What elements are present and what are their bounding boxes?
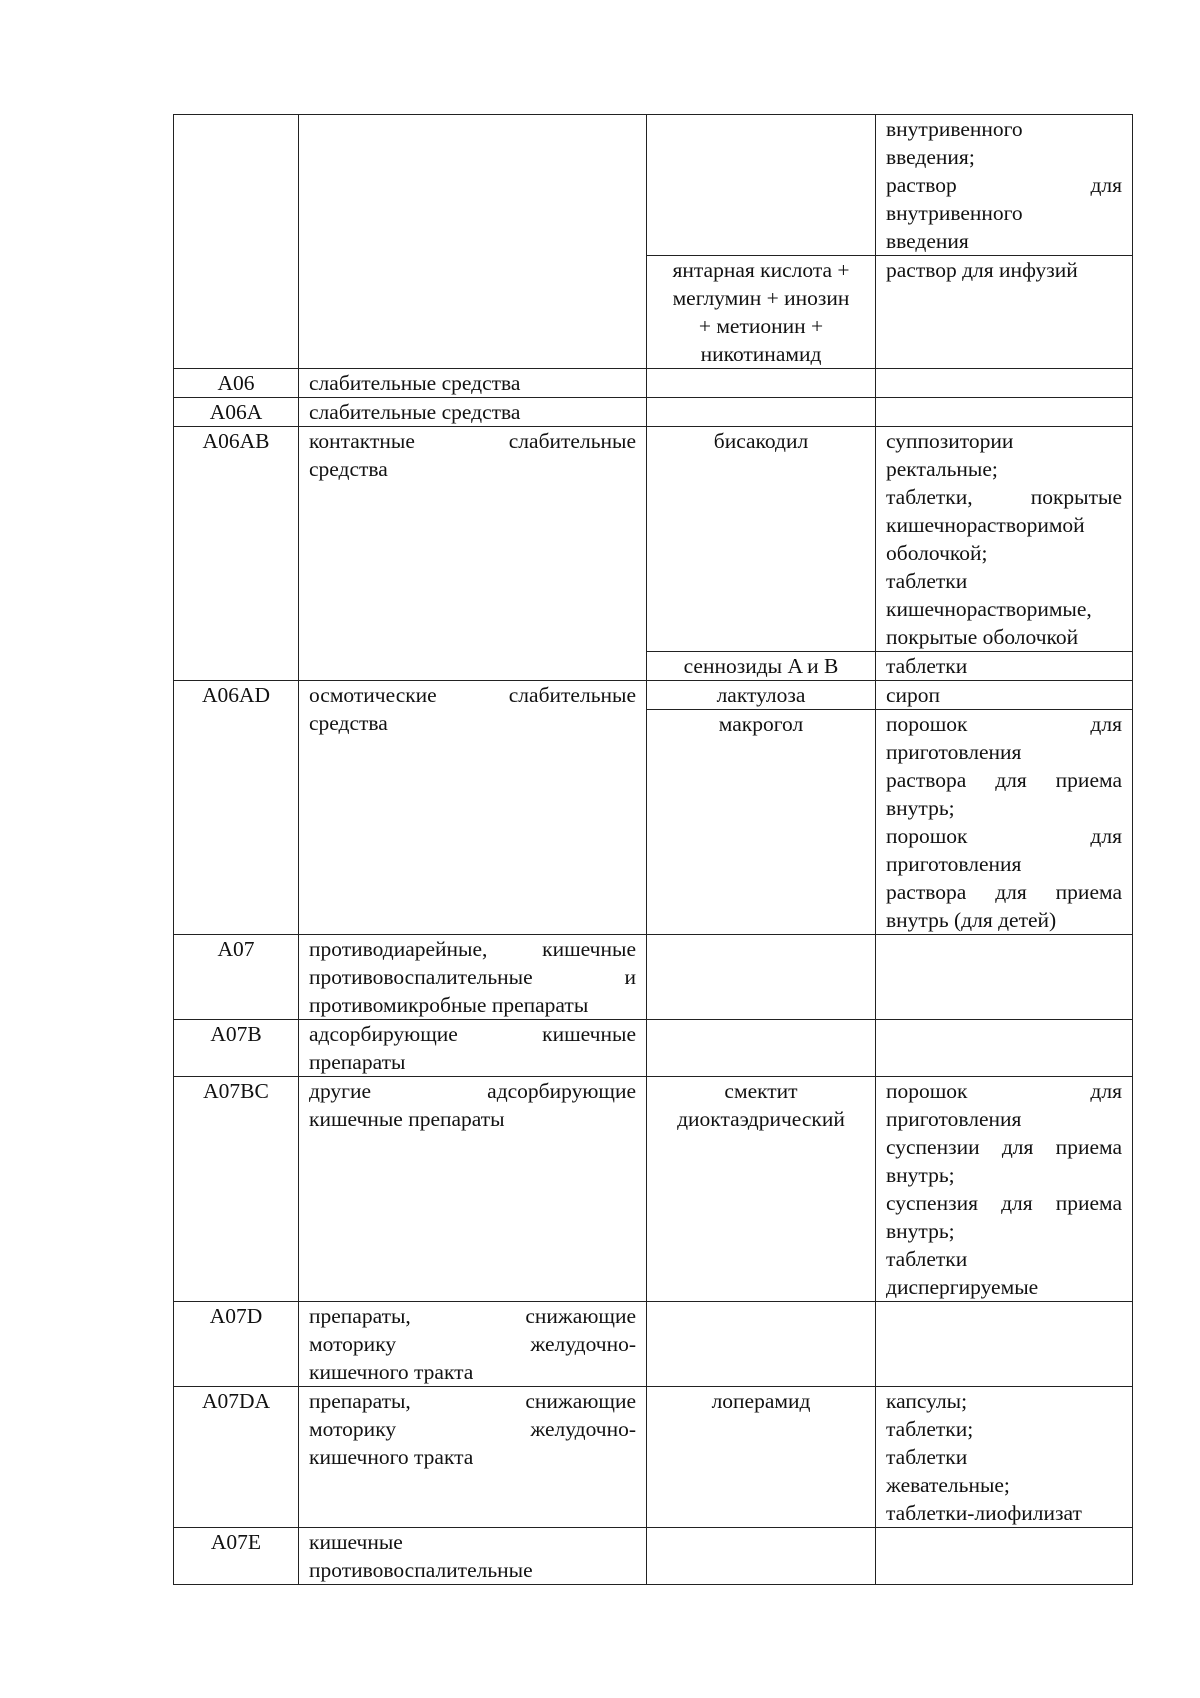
dosage-form-line: внутривенного xyxy=(886,201,1023,225)
group-name-cell xyxy=(299,1302,647,1387)
group-name-line: осмотические слабительные xyxy=(309,683,636,707)
dosage-form-line: покрытые оболочкой xyxy=(886,625,1079,649)
drug-name-cell xyxy=(647,710,876,935)
group-name-cell xyxy=(299,115,647,369)
group-name-line: кишечного тракта xyxy=(309,1445,474,1469)
group-name-line: кишечные препараты xyxy=(309,1107,505,1131)
table-row xyxy=(174,369,1133,398)
drug-name-cell xyxy=(647,256,876,369)
table-row xyxy=(174,1387,1133,1528)
drug-name-line: лоперамид xyxy=(711,1389,811,1413)
dosage-form-line: раствор для инфузий xyxy=(886,258,1078,282)
dosage-form-cell xyxy=(876,710,1133,935)
dosage-form-line: внутривенного xyxy=(886,117,1023,141)
group-name-line: слабительные средства xyxy=(309,371,521,395)
group-name-line: противовоспалительные и xyxy=(309,965,636,989)
group-name-cell xyxy=(299,369,647,398)
atc-code-cell: A06 xyxy=(174,369,299,398)
drug-classification-table xyxy=(173,114,1133,1585)
drug-name-cell xyxy=(647,1020,876,1077)
group-name-cell xyxy=(299,398,647,427)
drug-name-cell xyxy=(647,652,876,681)
dosage-form-cell xyxy=(876,1387,1133,1528)
atc-code-cell: A06A xyxy=(174,398,299,427)
group-name-line: противовоспалительные xyxy=(309,1558,533,1582)
dosage-form-line: кишечнорастворимой xyxy=(886,513,1085,537)
drug-name-line: макрогол xyxy=(718,712,804,736)
group-name-line: контактные слабительные xyxy=(309,429,636,453)
dosage-form-line: порошок для xyxy=(886,824,1122,848)
table-row xyxy=(174,935,1133,1020)
atc-code-cell: A07D xyxy=(174,1302,299,1387)
group-name-line: адсорбирующие кишечные xyxy=(309,1022,636,1046)
dosage-form-line: внутрь (для детей) xyxy=(886,908,1057,932)
table-body xyxy=(174,115,1133,1585)
table-row xyxy=(174,115,1133,256)
drug-name-line: смектит xyxy=(724,1079,798,1103)
table-row xyxy=(174,1020,1133,1077)
dosage-form-line: приготовления xyxy=(886,740,1022,764)
dosage-form-line: порошок для xyxy=(886,712,1122,736)
dosage-form-cell xyxy=(876,369,1133,398)
table-row xyxy=(174,427,1133,652)
dosage-form-line: внутрь; xyxy=(886,1163,955,1187)
drug-name-cell xyxy=(647,1302,876,1387)
dosage-form-line: суппозитории xyxy=(886,429,1014,453)
atc-code-cell: A06AB xyxy=(174,427,299,681)
table-row xyxy=(174,681,1133,710)
group-name-line: препараты xyxy=(309,1050,406,1074)
drug-name-cell xyxy=(647,369,876,398)
group-name-line: противодиарейные, кишечные xyxy=(309,937,636,961)
dosage-form-line: раствора для приема xyxy=(886,768,1122,792)
dosage-form-line: оболочкой; xyxy=(886,541,988,565)
drug-name-line: лактулоза xyxy=(716,683,806,707)
atc-code-cell: A07B xyxy=(174,1020,299,1077)
atc-code-cell: A07DA xyxy=(174,1387,299,1528)
drug-name-line: сеннозиды A и B xyxy=(683,654,839,678)
drug-name-cell xyxy=(647,681,876,710)
dosage-form-cell xyxy=(876,398,1133,427)
dosage-form-line: таблетки-лиофилизат xyxy=(886,1501,1082,1525)
dosage-form-line: ректальные; xyxy=(886,457,998,481)
group-name-line: препараты, снижающие xyxy=(309,1304,636,1328)
drug-name-line: + метионин + xyxy=(698,314,824,338)
group-name-cell xyxy=(299,1077,647,1302)
group-name-line: средства xyxy=(309,457,388,481)
dosage-form-line: таблетки; xyxy=(886,1417,974,1441)
dosage-form-cell xyxy=(876,256,1133,369)
dosage-form-line: внутрь; xyxy=(886,1219,955,1243)
dosage-form-line: введения; xyxy=(886,145,975,169)
table-row xyxy=(174,1302,1133,1387)
table-row xyxy=(174,1077,1133,1302)
dosage-form-line: жевательные; xyxy=(886,1473,1010,1497)
dosage-form-line: приготовления xyxy=(886,1107,1022,1131)
atc-code-cell: A07BC xyxy=(174,1077,299,1302)
dosage-form-line: раствор для xyxy=(886,173,1122,197)
group-name-line: слабительные средства xyxy=(309,400,521,424)
dosage-form-cell xyxy=(876,1077,1133,1302)
dosage-form-line: капсулы; xyxy=(886,1389,968,1413)
table-row xyxy=(174,398,1133,427)
drug-name-cell xyxy=(647,427,876,652)
dosage-form-cell xyxy=(876,1528,1133,1585)
group-name-line: другие адсорбирующие xyxy=(309,1079,636,1103)
dosage-form-cell xyxy=(876,1020,1133,1077)
dosage-form-line: кишечнорастворимые, xyxy=(886,597,1092,621)
group-name-line: препараты, снижающие xyxy=(309,1389,636,1413)
drug-name-cell xyxy=(647,935,876,1020)
drug-name-cell xyxy=(647,1077,876,1302)
group-name-line: моторику желудочно- xyxy=(309,1332,636,1356)
group-name-cell xyxy=(299,1528,647,1585)
dosage-form-line: внутрь; xyxy=(886,796,955,820)
drug-name-cell xyxy=(647,115,876,256)
dosage-form-line: суспензия для приема xyxy=(886,1191,1122,1215)
dosage-form-line: приготовления xyxy=(886,852,1022,876)
group-name-line: кишечного тракта xyxy=(309,1360,474,1384)
group-name-line: противомикробные препараты xyxy=(309,993,589,1017)
dosage-form-cell xyxy=(876,935,1133,1020)
dosage-form-line: таблетки xyxy=(886,1247,968,1271)
dosage-form-cell xyxy=(876,427,1133,652)
dosage-form-cell xyxy=(876,652,1133,681)
group-name-line: кишечные xyxy=(309,1530,403,1554)
group-name-cell xyxy=(299,935,647,1020)
group-name-cell xyxy=(299,427,647,681)
group-name-line: средства xyxy=(309,711,388,735)
dosage-form-cell xyxy=(876,115,1133,256)
atc-code-cell: A07 xyxy=(174,935,299,1020)
group-name-cell xyxy=(299,681,647,935)
drug-name-cell xyxy=(647,1387,876,1528)
drug-name-cell xyxy=(647,1528,876,1585)
atc-code-cell xyxy=(174,115,299,369)
dosage-form-line: суспензии для приема xyxy=(886,1135,1122,1159)
group-name-cell xyxy=(299,1387,647,1528)
dosage-form-line: порошок для xyxy=(886,1079,1122,1103)
drug-name-line: диоктаэдрический xyxy=(677,1107,845,1131)
dosage-form-cell xyxy=(876,1302,1133,1387)
atc-code-cell: A07E xyxy=(174,1528,299,1585)
dosage-form-line: таблетки xyxy=(886,569,968,593)
drug-name-line: меглумин + инозин xyxy=(672,286,850,310)
drug-name-line: никотинамид xyxy=(700,342,822,366)
dosage-form-line: сироп xyxy=(886,683,941,707)
dosage-form-line: диспергируемые xyxy=(886,1275,1039,1299)
drug-name-line: бисакодил xyxy=(713,429,809,453)
dosage-form-line: раствора для приема xyxy=(886,880,1122,904)
group-name-line: моторику желудочно- xyxy=(309,1417,636,1441)
drug-name-cell xyxy=(647,398,876,427)
dosage-form-line: таблетки xyxy=(886,654,968,678)
dosage-form-cell xyxy=(876,681,1133,710)
dosage-form-line: таблетки xyxy=(886,1445,968,1469)
table-row xyxy=(174,1528,1133,1585)
drug-name-line: янтарная кислота + xyxy=(672,258,850,282)
dosage-form-line: таблетки, покрытые xyxy=(886,485,1122,509)
group-name-cell xyxy=(299,1020,647,1077)
atc-code-cell: A06AD xyxy=(174,681,299,935)
dosage-form-line: введения xyxy=(886,229,969,253)
